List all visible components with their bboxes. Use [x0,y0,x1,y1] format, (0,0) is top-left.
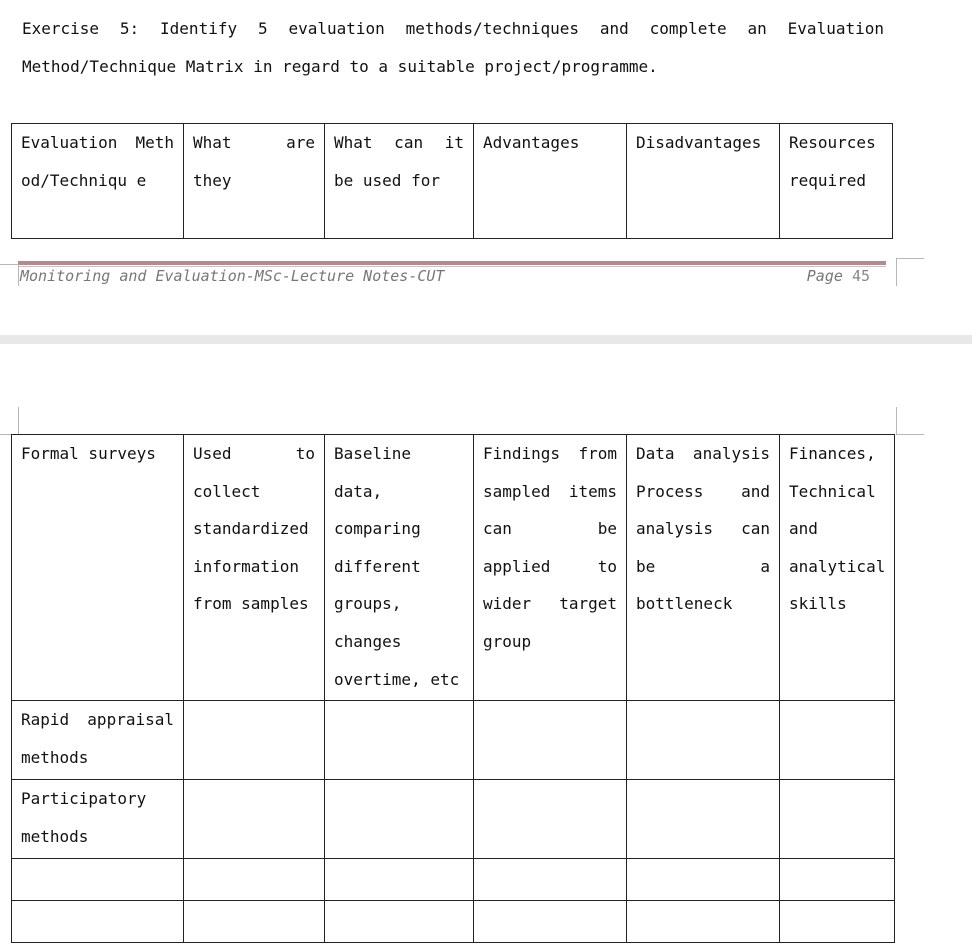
method-cell [12,901,184,943]
crop-mark [896,434,924,435]
header-what-used-for: What can it be used for [325,124,474,239]
disadvantages-cell [627,701,780,780]
matrix-header-row [12,124,893,239]
crop-mark [896,258,897,286]
footer-page-label: Page [806,267,843,285]
what-cell: Used to collect standardized information from samples [184,435,325,701]
used-for-cell [325,901,474,943]
advantages-cell: Findings from sampled items can be applied to wider target group [474,435,627,701]
matrix-row-empty [12,901,895,943]
resources-cell: Finances, Technical and analytical skills [780,435,895,701]
advantages-cell [474,859,627,901]
disadvantages-cell [627,780,780,859]
header-resources-required: Resources required [780,124,893,239]
method-cell [12,859,184,901]
disadvantages-cell [627,859,780,901]
resources-cell [780,859,895,901]
method-cell: Rapid appraisal methods [12,701,184,780]
what-cell [184,901,325,943]
header-disadvantages: Disadvantages [627,124,780,239]
resources-cell [780,901,895,943]
resources-cell [780,701,895,780]
crop-mark [896,258,924,259]
used-for-cell: Baseline data, comparing different groups, changes overtime, etc [325,435,474,701]
advantages-cell [474,901,627,943]
disadvantages-cell: Data analysis Process and analysis can be a bottleneck [627,435,780,701]
document-page-top [0,0,972,335]
what-cell [184,701,325,780]
method-cell: Formal surveys [12,435,184,701]
used-for-cell [325,859,474,901]
matrix-row-rapid-appraisal [12,701,895,780]
matrix-row-empty [12,859,895,901]
header-what-are-they: What are they [184,124,325,239]
used-for-cell [325,780,474,859]
crop-mark [18,407,19,434]
matrix-row-participatory [12,780,895,859]
footer-rule [18,261,886,265]
footer-page-value: 45 [851,267,870,285]
used-for-cell [325,701,474,780]
document-page-bottom [0,344,972,952]
exercise-instruction: Exercise 5: Identify 5 evaluation methods/techniques and complete an Evaluation Method/Technique Matrix in regard to a suitable project/programme. [22,19,884,76]
crop-mark [18,264,19,286]
evaluation-matrix-body-table [11,434,895,943]
crop-mark [0,264,18,265]
what-cell [184,780,325,859]
header-evaluation-method: Evaluation Method/Techniqu e [12,124,184,239]
what-cell [184,859,325,901]
disadvantages-cell [627,901,780,943]
method-cell: Participatory methods [12,780,184,859]
footer-page-number [807,267,870,285]
crop-mark [896,407,897,434]
resources-cell [780,780,895,859]
header-advantages: Advantages [474,124,627,239]
evaluation-matrix-header-table [11,123,893,239]
advantages-cell [474,780,627,859]
matrix-row-formal-surveys [12,435,895,701]
footer-title: Monitoring and Evaluation-MSc-Lecture Notes-CUT [20,267,445,285]
advantages-cell [474,701,627,780]
